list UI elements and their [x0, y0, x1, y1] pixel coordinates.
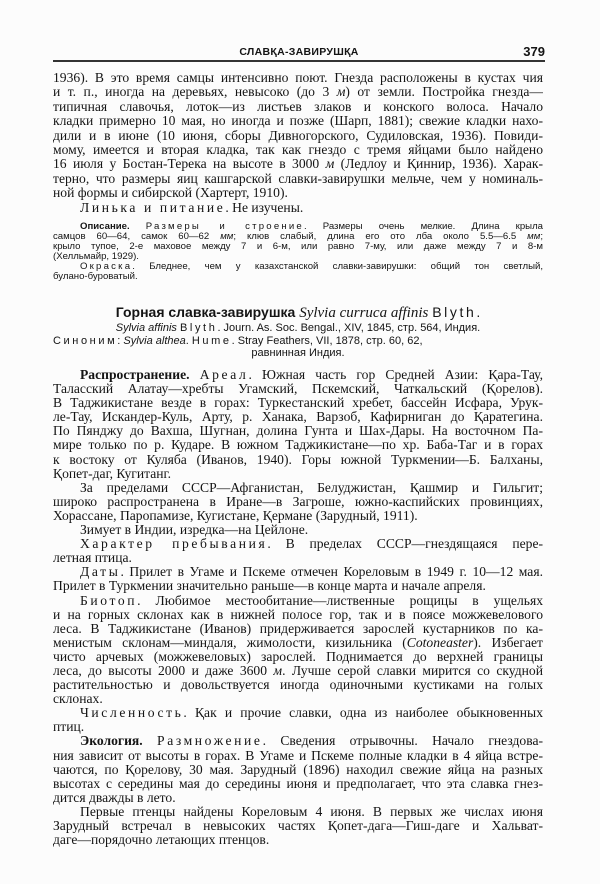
text-line — [53, 805, 543, 819]
spaced-subheading: Синоним — [53, 334, 118, 347]
spaced-subheading: Даты — [80, 565, 121, 580]
text-run: и т. п., иногда на деревьях, невысоко (до 3 — [53, 85, 337, 100]
text-line — [53, 157, 543, 171]
text-line — [53, 495, 543, 509]
text-line — [53, 335, 543, 348]
text-run: Прилет в Туркмении значительно раньше—в конце марта и начале апреля. — [53, 579, 486, 594]
text-run — [130, 222, 146, 232]
text-run: мире только по р. Кударе. В южном Таджикистане—по хр. Баба-Таг и в горах — [53, 438, 543, 453]
text-run: чисто арчевых (можжевеловых) зарослей. Поднимается до верхней границы — [53, 649, 543, 664]
text-line — [53, 608, 543, 622]
text-run: . Сведения отрывочны. Начало гнездова- — [262, 734, 543, 749]
page-number: 379 — [523, 44, 545, 59]
text-line — [53, 143, 543, 157]
species-account-text — [53, 368, 543, 847]
text-run: Хорассане, Паропамизе, Кугистане, Қермане (Зарудный, 1911). — [53, 508, 418, 523]
spaced-subheading: Blyth — [179, 322, 218, 334]
text-line — [53, 777, 543, 791]
text-line — [53, 579, 543, 593]
spaced-subheading: Биотоп — [80, 593, 138, 608]
text-run: Первые птенцы найдены Кореловым 4 июня. В первых же числах июня — [80, 804, 543, 819]
text-line — [53, 523, 543, 537]
text-line — [53, 186, 543, 200]
text-line — [53, 720, 543, 734]
text-run: кладки примерно 10 мая, но иногда и позже (Шарп, 1881); свежие кладки нахо- — [53, 114, 543, 129]
text-run: даге—порядочно летающих птенцов. — [53, 833, 270, 848]
text-line — [53, 172, 543, 186]
text-line — [53, 396, 543, 410]
text-run: . Journ. As. Soc. Bengal., XIV, 1845, стр. 564, Индия. — [217, 322, 481, 334]
text-run: . Stray Feathers, VII, 1878, стр. 60, 62, — [231, 334, 423, 347]
text-run: птиц. — [53, 720, 85, 735]
text-line — [53, 833, 543, 847]
text-run: . Любимое местообитание—лиственные рощицы в ущельях — [137, 593, 543, 608]
text-line — [53, 650, 543, 664]
spaced-subheading: Линька и питание — [80, 200, 226, 215]
text-line — [53, 692, 543, 706]
text-line — [53, 272, 543, 282]
text-line — [53, 594, 543, 608]
text-run: . Прилет в Угаме и Пскеме отмечен Кореловым в 1949 г. 10—12 мая. — [120, 565, 543, 580]
text-run: В Таджикистане везде в горах: Туркестанский хребет, бассейн Исфара, Урук- — [53, 396, 543, 411]
text-line — [53, 622, 543, 636]
text-line — [53, 129, 543, 143]
italic-text: мм — [527, 232, 541, 242]
text-run: . Размеры очень мелкие. Длина крыла — [303, 222, 543, 232]
spaced-subheading: Ареал — [199, 368, 249, 382]
section-label: Описание. — [80, 222, 130, 232]
text-line — [53, 71, 543, 85]
spaced-subheading: Hume — [191, 334, 232, 347]
text-line — [53, 481, 543, 495]
text-run: . Не изучены. — [225, 200, 304, 215]
text-line — [53, 664, 543, 678]
italic-text: Sylvia althea — [123, 334, 186, 347]
text-run — [143, 734, 157, 748]
spaced-subheading: Окраска — [80, 262, 133, 272]
text-line — [53, 706, 543, 720]
text-line — [53, 819, 543, 833]
text-run: Зарудный встречал в невысоких частях Қопет-дага—Гиш-даге и Хальват- — [53, 819, 543, 833]
text-run: . — [185, 334, 192, 347]
section-label: Распространение. — [80, 368, 190, 382]
text-run: Зимует в Индии, изредка—на Цейлоне. — [80, 523, 309, 538]
text-run: широко распространена в Иране—в Загроше, южно-каспийских провинциях, — [53, 494, 543, 509]
text-run: . Лучше серой славки мирится со скудной — [282, 663, 543, 678]
text-run: булано-буроватый. — [53, 272, 138, 282]
nesting-continued-text — [53, 71, 543, 215]
italic-text: Sylvia affinis — [115, 322, 177, 334]
spaced-subheading: Размеры и строение — [145, 222, 304, 232]
text-run: 16 июля у Бостан-Терека на высоте в 3000 — [53, 157, 326, 172]
section-label: Экология. — [80, 734, 143, 749]
text-run: По Пянджу до Вахша, Шугнан, долина Гунта и Шах-Дары. На восточном Па- — [53, 424, 543, 439]
text-run: равнинная Индия. — [251, 347, 345, 359]
text-line — [53, 201, 543, 215]
text-run: терно, что размеры яиц кашгарской славки-завирушки мельче, чем у номиналь- — [53, 171, 543, 186]
text-run: склонах. — [53, 692, 103, 707]
text-line — [53, 368, 543, 382]
text-run: . В пределах СССР—гнездящаяся пере- — [267, 537, 543, 552]
text-line — [53, 410, 543, 424]
text-run: . — [476, 304, 481, 320]
text-line — [53, 322, 543, 335]
text-run: ). Избегает — [473, 635, 543, 650]
text-line — [53, 242, 543, 252]
running-header — [53, 44, 545, 60]
species-heading — [53, 304, 543, 320]
text-line — [53, 551, 543, 565]
text-line — [53, 791, 543, 805]
italic-text: Sylvia curruca affinis — [299, 305, 429, 320]
text-line — [53, 100, 543, 114]
text-line — [53, 438, 543, 452]
text-run: высотах с середины мая до середины июня и предполагает, что эта славка гнез- — [53, 776, 543, 791]
text-line — [53, 252, 543, 262]
text-run: леса. В Таджикистане (Иванов) придерживается зарослей кустарников по ка- — [53, 621, 543, 636]
text-run: . Южная часть гор Средней Азии: Қара-Тау, — [248, 368, 543, 382]
description-fine-print — [53, 222, 543, 282]
italic-text: м — [325, 157, 335, 172]
italic-text: м — [336, 85, 346, 100]
text-run: и на горных склонах как в нижней полосе гор, так и в поясе можжевелового — [53, 607, 543, 622]
text-run: (Ледлоу и Қиннир, 1936). Харак- — [334, 157, 543, 172]
text-run: За пределами СССР—Афганистан, Белуджистан, Қашмир и Гильгит; — [80, 480, 543, 495]
text-line — [53, 85, 543, 99]
text-run: . Бледнее, чем у казахстанской славки-завирушки: общий тон светлый, — [132, 262, 543, 272]
text-line — [53, 763, 543, 777]
text-run: ; клюв слабый, длина его ото лба около 5.5—6.5 — [233, 232, 528, 242]
text-run: Қопет-даг, Кугитанг. — [53, 466, 171, 481]
spaced-subheading: Численность — [80, 706, 184, 721]
text-line — [53, 537, 543, 551]
italic-text: мм — [220, 232, 234, 242]
text-line — [53, 262, 543, 272]
text-line — [53, 749, 543, 763]
text-run: менистым склонам—миндаля, жимолости, кизильника ( — [53, 635, 407, 650]
text-line — [53, 453, 543, 467]
text-run: мому, имеется и вторая кладка, так как гнездо с тремя яйцами было найдено — [53, 142, 543, 157]
text-line — [53, 347, 543, 360]
text-run: леса, до высоты 2000 и даже 3600 — [53, 663, 274, 678]
text-line — [53, 467, 543, 481]
text-line — [53, 424, 543, 438]
text-line — [53, 222, 543, 232]
text-line — [53, 678, 543, 692]
text-run: ной формы и сибирской (Хартерт, 1910). — [53, 186, 288, 201]
synonymy — [53, 322, 543, 360]
text-line — [53, 734, 543, 748]
spaced-subheading: Blyth — [432, 304, 477, 320]
text-line — [53, 565, 543, 579]
spaced-subheading: Характер пребывания — [80, 537, 268, 552]
italic-text: Cotoneaster — [406, 635, 474, 650]
text-run: (Хелльмайр, 1929). — [53, 252, 139, 262]
text-run: типичная славочья, лоток—из листьев злаков и конского волоса. Начало — [53, 99, 543, 114]
text-run — [190, 368, 200, 382]
text-run: ) от земли. Постройка гнезда— — [345, 85, 543, 100]
text-run: : — [117, 334, 124, 347]
text-run: 1936). В это время самцы интенсивно поют. Гнезда расположены в кустах чия — [53, 71, 543, 85]
text-run: ле-Тау, Искандер-Куль, Арту, р. Ханака, Варзоб, Кафирниган до Қаратегина. — [53, 410, 543, 425]
text-line — [53, 304, 543, 320]
text-run: самцов 60—64, самок 60—62 — [53, 232, 221, 242]
running-title: СЛАВҚА-ЗАВИРУШҚА — [239, 46, 359, 58]
text-run: растительностью и довольствуется иногда одиночными кустиками на голых — [53, 678, 543, 693]
text-run: летная птица. — [53, 551, 132, 566]
text-run: к востоку от Куляба (Иванов, 1940). Горы южной Туркмении—Б. Балханы, — [53, 452, 543, 467]
text-run: дили и в июне (10 июня, сборы Дивногорского, Судиловская, 1936). Повиди- — [53, 128, 543, 143]
text-line — [53, 509, 543, 523]
text-run: Таласский Алатау—хребты Угамский, Пскемский, Чаткальский (Қорелов). — [53, 382, 543, 397]
section-label: Горная славка-завирушка — [115, 304, 296, 320]
text-line — [53, 232, 543, 242]
text-run: крыло тупое, 2-е маховое между 7 и 6-м, или равно 7-му, или даже между 7 и 8-м — [53, 242, 543, 252]
text-line — [53, 636, 543, 650]
text-run: ; — [540, 232, 543, 242]
text-run: . Қак и прочие славки, одна из наиболее обыкновенных — [183, 706, 543, 721]
text-run: дится дважды в лето. — [53, 790, 176, 805]
text-run: чаются, по Қорелову, 30 мая. Зарудный (1896) находил свежие яйца на разных — [53, 762, 543, 777]
text-line — [53, 114, 543, 128]
text-line — [53, 382, 543, 396]
spaced-subheading: Размножение — [157, 734, 263, 749]
header-rule — [53, 60, 545, 62]
text-run: ния зависит от высоты в горах. В Угаме и Пскеме полные кладки в 4 яйца встре- — [53, 748, 543, 763]
italic-text: м — [273, 663, 283, 678]
